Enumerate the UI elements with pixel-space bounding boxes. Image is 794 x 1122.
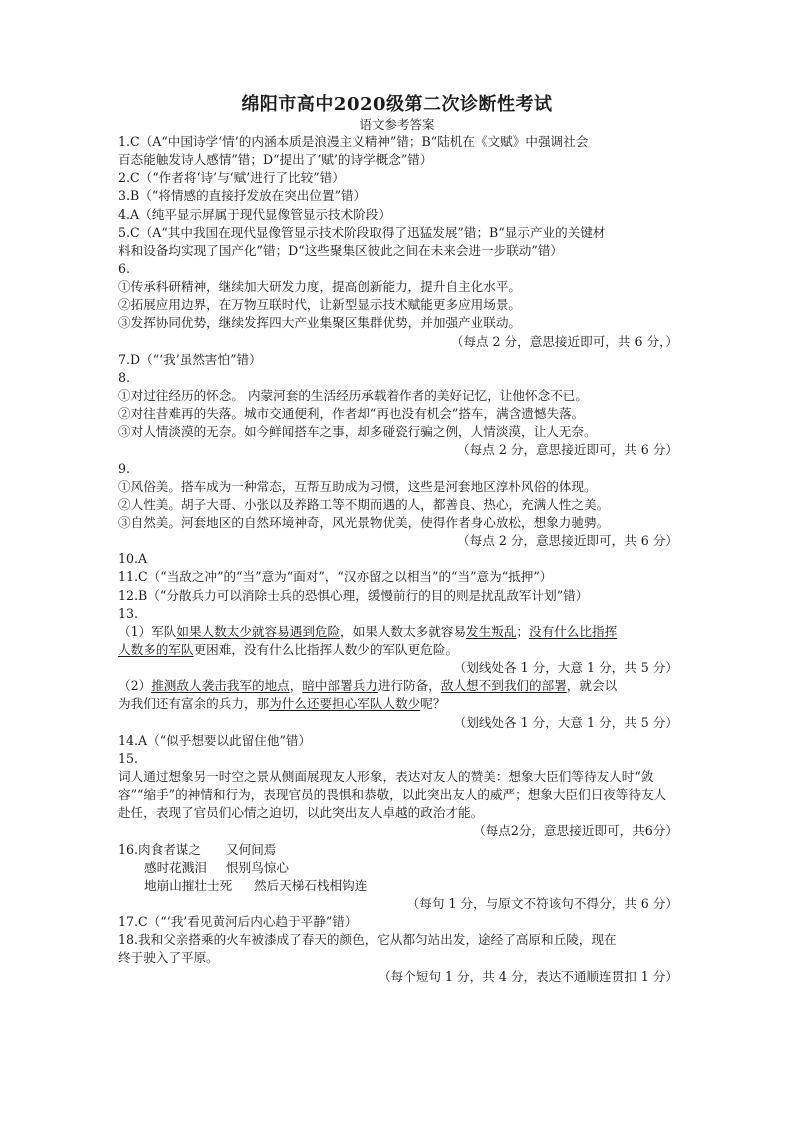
answer-5: 5.C（A“其中我国在现代显像管显示技术阶段取得了迅猛发展”错；B“显示产业的关键材 — [118, 224, 606, 240]
answer-body — [118, 133, 678, 986]
answer-3: 3.B（“将情感的直接抒发放在突出位置”错） — [118, 188, 367, 204]
answer-13-part-2-cont — [118, 695, 678, 713]
underlined-key-phrase: 暗中部署兵力 — [302, 678, 378, 694]
answer-17: 17.C（“‘我’看见黄河后内心趋于平静”错） — [118, 914, 358, 930]
answer-6-point-2: ②拓展应用边界，在万物互联时代，让新型显示技术赋能更多应用场景。 — [118, 297, 521, 313]
underlined-key-phrase: 人数多的军队 — [118, 641, 194, 657]
answer-9-point-3: ③自然美。河套地区的自然环境神奇，风光景物优美，使得作者身心放松，想象力驰骋。 — [118, 514, 610, 530]
answer-9-scoring-note: （每点 2 分，意思接近即可，共 6 分） — [457, 533, 678, 549]
answer-13-part-1 — [118, 623, 678, 641]
poem-line-second-half: 又何间焉 — [226, 841, 277, 857]
answer-13-part-1-cont — [118, 641, 678, 659]
answer-9-point-2: ②人性美。胡子大哥、小张以及养路工等不期而遇的人，都善良、热心，充满人性之美。 — [118, 496, 610, 512]
answer-16-line-2 — [118, 859, 678, 877]
text-segment: ； — [516, 623, 530, 639]
answer-9-point-1: ①风俗美。搭车成为一种常态，互帮互助成为习惯，这些是河套地区淳朴风俗的体现。 — [118, 478, 597, 494]
answer-6: 6. — [118, 260, 131, 276]
answer-14: 14.A（“似乎想要以此留住他”错） — [118, 732, 312, 748]
answer-13-part-2 — [118, 677, 678, 695]
text-segment: （2） — [118, 678, 152, 694]
answer-13-scoring-note-2: （划线处各 1 分，大意 1 分，共 5 分） — [453, 714, 678, 730]
poem-line-second-half: 然后天梯石栈相钩连 — [254, 877, 368, 893]
answer-6-point-1: ①传承科研精神，继续加大研发力度，提高创新能力，提升自主化水平。 — [118, 279, 521, 295]
text-segment: （1）军队 — [118, 623, 177, 639]
answer-8: 8. — [118, 369, 131, 385]
answer-4: 4.A（纯平显示屏属于现代显像管显示技术阶段） — [118, 206, 391, 222]
answer-9: 9. — [118, 460, 131, 476]
answer-18-scoring-note: （每个短句 1 分，共 4 分，表达不通顺连贯扣 1 分） — [378, 968, 678, 984]
text-segment: 更困难，没有什么比指挥人数少的军队更危险。 — [193, 641, 459, 657]
answer-13: 13. — [118, 605, 139, 621]
answer-12: 12.B（“分散兵力可以消除士兵的恐惧心理，缓慢前行的目的则是扰乱敌军计划”错） — [118, 587, 589, 603]
text-segment: 为我们还有富余的兵力，那 — [118, 696, 270, 712]
answer-15: 15. — [118, 750, 139, 766]
underlined-key-phrase: 如果人数太少就容易遇到危险 — [176, 623, 341, 639]
poem-line-first-half: 感时花溅泪 — [144, 859, 207, 875]
answer-6-point-3: ③发挥协同优势，继续发挥四大产业集聚区集群优势，并加强产业联动。 — [118, 315, 521, 331]
answer-13-scoring-note-1: （划线处各 1 分，大意 1 分，共 5 分） — [453, 660, 678, 676]
text-segment: 呢？ — [420, 696, 446, 712]
answer-15-text: 词人通过想象另一时空之景从侧面展现友人形象，表达对友人的赞美：想象大臣们等待友人时“敛容”“缩手”的神情和行为，表现官员的畏惧和恭敬，以此突出友人的威严；想象大臣们日夜等待友人赴任，表现了官员们心情之迫切，以此突出友人卓越的政治才能。 — [118, 768, 667, 821]
answer-18: 18.我和父亲搭乘的火车被漆成了春天的颜色，它从都匀站出发，途经了高原和丘陵，现在 — [118, 932, 617, 948]
answer-2: 2.C（“作者将‘诗’与‘赋’进行了比较”错） — [118, 170, 345, 186]
underlined-key-phrase: 没有什么比指挥 — [529, 623, 618, 639]
answer-16-scoring-note: （每句 1 分，与原文不符该句不得分，共 6 分） — [406, 895, 678, 911]
underlined-key-phrase: 为什么还要担心军队人数少 — [269, 696, 421, 712]
answer-8-point-2: ②对往昔难再的失落。城市交通便利，作者却“再也没有机会”搭车，满含遗憾失落。 — [118, 406, 585, 422]
poem-line-first-half: 16.肉食者谋之 — [118, 841, 201, 857]
text-segment: ， — [289, 678, 303, 694]
answer-1-cont: 百态能触发诗人感情”错；D“提出了‘赋’的诗学概念”错） — [118, 152, 433, 168]
underlined-key-phrase: 发生叛乱 — [466, 623, 517, 639]
answer-11: 11.C（“当敌之冲”的“当”意为“面对”，“汉亦留之以相当”的“当”意为“抵押”） — [118, 569, 553, 585]
answer-15-scoring-note: （每点2分，意思接近即可，共6分） — [473, 823, 678, 839]
answer-1: 1.C（A“中国诗学‘情’的内涵本质是浪漫主义精神”错；B“陆机在《文赋》中强调社会 — [118, 134, 589, 149]
answer-8-point-1: ①对过往经历的怀念。 内蒙河套的生活经历承载着作者的美好记忆，让他怀念不已。 — [118, 387, 588, 403]
answer-6-scoring-note: （每点 2 分，意思接近即可，共 6 分，） — [450, 333, 678, 349]
answer-16-line-3 — [118, 877, 678, 895]
text-segment: 进行防备， — [377, 678, 441, 694]
page-subtitle: 语文参考答案 — [359, 117, 435, 132]
page-title: 绵阳市高中2020级第二次诊断性考试 — [241, 94, 553, 115]
answer-16-line-1 — [118, 841, 678, 859]
text-segment: ，如果人数太多就容易 — [340, 623, 467, 639]
text-segment: ，就会以 — [566, 678, 618, 694]
underlined-key-phrase: 敌人想不到我们的部署 — [440, 678, 567, 694]
answer-7: 7.D（“‘我’虽然害怕”错） — [118, 351, 262, 367]
poem-line-first-half: 地崩山摧壮士死 — [144, 877, 233, 893]
poem-line-second-half: 恨别鸟惊心 — [226, 859, 289, 875]
answer-10: 10.A — [118, 551, 148, 567]
answer-18-cont: 终于驶入了平原。 — [118, 950, 219, 966]
answer-8-point-3: ③对人情淡漠的无奈。如今鲜闻搭车之事，却多碰瓷行骗之例，人情淡漠，让人无奈。 — [118, 424, 597, 440]
answer-8-scoring-note: （每点 2 分，意思接近即可，共 6 分） — [457, 442, 678, 458]
underlined-key-phrase: 推测敌人袭击我军的地点 — [151, 678, 290, 694]
answer-5-cont: 料和设备均实现了国产化”错；D“这些聚集区彼此之间在未来会进一步联动”错） — [118, 242, 564, 258]
